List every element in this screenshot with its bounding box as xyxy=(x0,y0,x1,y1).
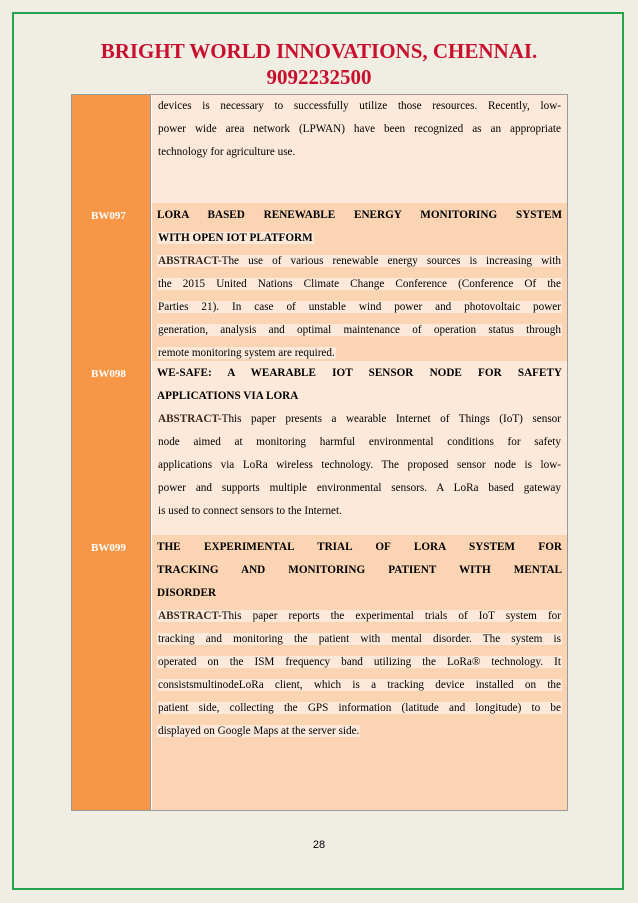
id-cell xyxy=(72,535,151,810)
project-title: DISORDER xyxy=(157,587,217,599)
text-line: The use of various renewable energy sources is increasing with xyxy=(221,255,561,267)
content-cell xyxy=(152,361,567,535)
project-title: LORA BASED RENEWABLE ENERGY MONITORING SYSTEM xyxy=(157,209,562,221)
id-cell xyxy=(72,95,151,203)
abstract-text xyxy=(157,536,562,743)
project-id: BW098 xyxy=(91,368,126,380)
abstract-text xyxy=(157,204,562,365)
text-line: consistsmultinodeLoRa client, which is a tracking device installed on the xyxy=(158,679,561,691)
project-title: WITH OPEN IOT PLATFORM xyxy=(158,232,313,244)
page-number: 28 xyxy=(312,839,326,851)
text-line: technology for agriculture use. xyxy=(158,146,296,158)
text-line: tracking and monitoring the patient with mental disorder. The system is xyxy=(158,633,561,645)
id-cell xyxy=(72,361,151,535)
abstract-label: ABSTRACT- xyxy=(158,610,222,622)
text-line: power wide area network (LPWAN) have been recognized as an appropriate xyxy=(158,123,561,135)
page-header xyxy=(0,38,638,90)
content-cell xyxy=(152,95,567,203)
project-id: BW099 xyxy=(91,542,126,554)
project-title: THE EXPERIMENTAL TRIAL OF LORA SYSTEM FOR xyxy=(157,541,562,553)
text-line: patient side, collecting the GPS information (latitude and longitude) to be xyxy=(158,702,561,714)
project-title: TRACKING AND MONITORING PATIENT WITH MENTAL xyxy=(157,564,562,576)
text-line: devices is necessary to successfully utilize those resources. Recently, low- xyxy=(158,100,561,112)
table-row xyxy=(72,95,567,203)
text-line: node aimed at monitoring harmful environmental conditions for safety xyxy=(158,436,561,448)
text-line: operated on the ISM frequency band utilizing the LoRa® technology. It xyxy=(158,656,561,668)
text-line: remote monitoring system are required. xyxy=(158,347,335,359)
text-line: power and supports multiple environmental sensors. A LoRa based gateway xyxy=(158,482,561,494)
abstract-label: ABSTRACT- xyxy=(158,413,222,425)
abstract-text xyxy=(157,95,562,164)
text-line: Parties 21). In case of unstable wind power and photovoltaic power xyxy=(158,301,561,313)
text-line: displayed on Google Maps at the server side. xyxy=(158,725,360,737)
text-line: This paper presents a wearable Internet of Things (IoT) sensor xyxy=(221,413,561,425)
project-title: APPLICATIONS VIA LORA xyxy=(157,390,299,402)
company-name: BRIGHT WORLD INNOVATIONS, CHENNAI. xyxy=(100,39,538,63)
phone-number: 9092232500 xyxy=(266,65,372,89)
id-cell xyxy=(72,203,151,361)
text-line: generation, analysis and optimal maintenance of operation status through xyxy=(158,324,561,336)
project-id: BW097 xyxy=(91,210,126,222)
table-row xyxy=(72,361,567,535)
abstract-label: ABSTRACT- xyxy=(158,255,222,267)
text-line: This paper reports the experimental trials of IoT system for xyxy=(221,610,561,622)
project-title: WE-SAFE: A WEARABLE IOT SENSOR NODE FOR SAFETY xyxy=(157,367,562,379)
content-cell xyxy=(152,203,567,361)
content-cell xyxy=(152,535,567,810)
text-line: is used to connect sensors to the Internet. xyxy=(158,505,342,517)
table-row xyxy=(72,535,567,810)
abstract-text xyxy=(157,362,562,523)
table-row xyxy=(72,203,567,361)
project-table xyxy=(71,94,568,811)
text-line: applications via LoRa wireless technology. The proposed sensor node is low- xyxy=(158,459,561,471)
text-line: the 2015 United Nations Climate Change Conference (Conference Of the xyxy=(158,278,561,290)
